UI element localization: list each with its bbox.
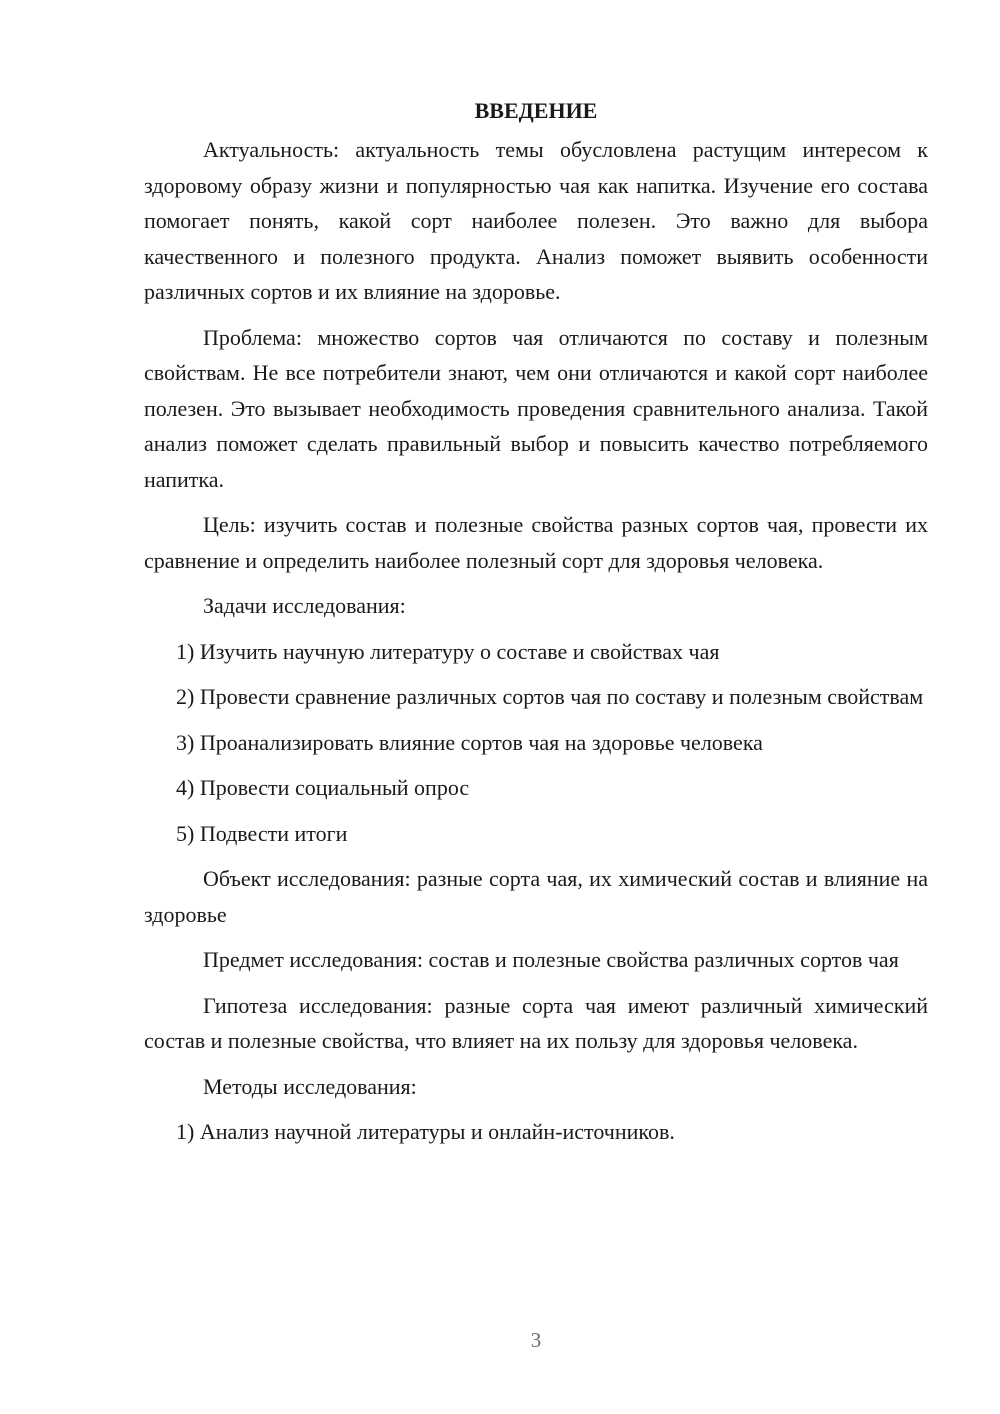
task-item: 5) Подвести итоги [176, 820, 348, 846]
subject-paragraph: Предмет исследования: состав и полезные свойства различных сортов чая [203, 947, 899, 972]
task-item: 1) Изучить научную литературу о составе и свойствах чая [176, 638, 720, 664]
relevance-paragraph: Актуальность: актуальность темы обусловлена растущим интересом к здоровому образу жизни и популярностью чая как напитка. Изучение его состава помогает понять, какой сорт наиболее полезен. Это важно для выбора качественного и полезного продукта. Анализ поможет выявить особенности различных сортов и их влияние на здоровье. [144, 137, 928, 304]
hypothesis-paragraph: Гипотеза исследования: разные сорта чая имеют различный химический состав и полезные свойства, что влияет на их пользу для здоровья человека. [144, 992, 928, 1053]
methods-heading: Методы исследования: [203, 1073, 417, 1099]
goal-paragraph: Цель: изучить состав и полезные свойства разных сортов чая, провести их сравнение и определить наиболее полезный сорт для здоровья человека. [144, 512, 928, 573]
page-number: 3 [530, 1328, 542, 1352]
task-item: 2) Провести сравнение различных сортов чая по составу и полезным свойствам [176, 684, 924, 709]
tasks-heading: Задачи исследования: [203, 593, 406, 618]
page-content [144, 96, 928, 1160]
task-item: 3) Проанализировать влияние сортов чая на здоровье человека [176, 729, 763, 755]
method-item: 1) Анализ научной литературы и онлайн-источников. [176, 1119, 675, 1144]
section-title: ВВЕДЕНИЕ [474, 98, 598, 123]
task-item: 4) Провести социальный опрос [176, 775, 470, 800]
object-paragraph: Объект исследования: разные сорта чая, их химический состав и влияние на здоровье [144, 866, 928, 927]
problem-paragraph: Проблема: множество сортов чая отличаются по составу и полезным свойствам. Не все потребители знают, чем они отличаются и какой сорт наиболее полезен. Это вызывает необходимость проведения сравнительного анализа. Такой анализ поможет сделать правильный выбор и повысить качество потребляемого напитка. [144, 324, 928, 492]
